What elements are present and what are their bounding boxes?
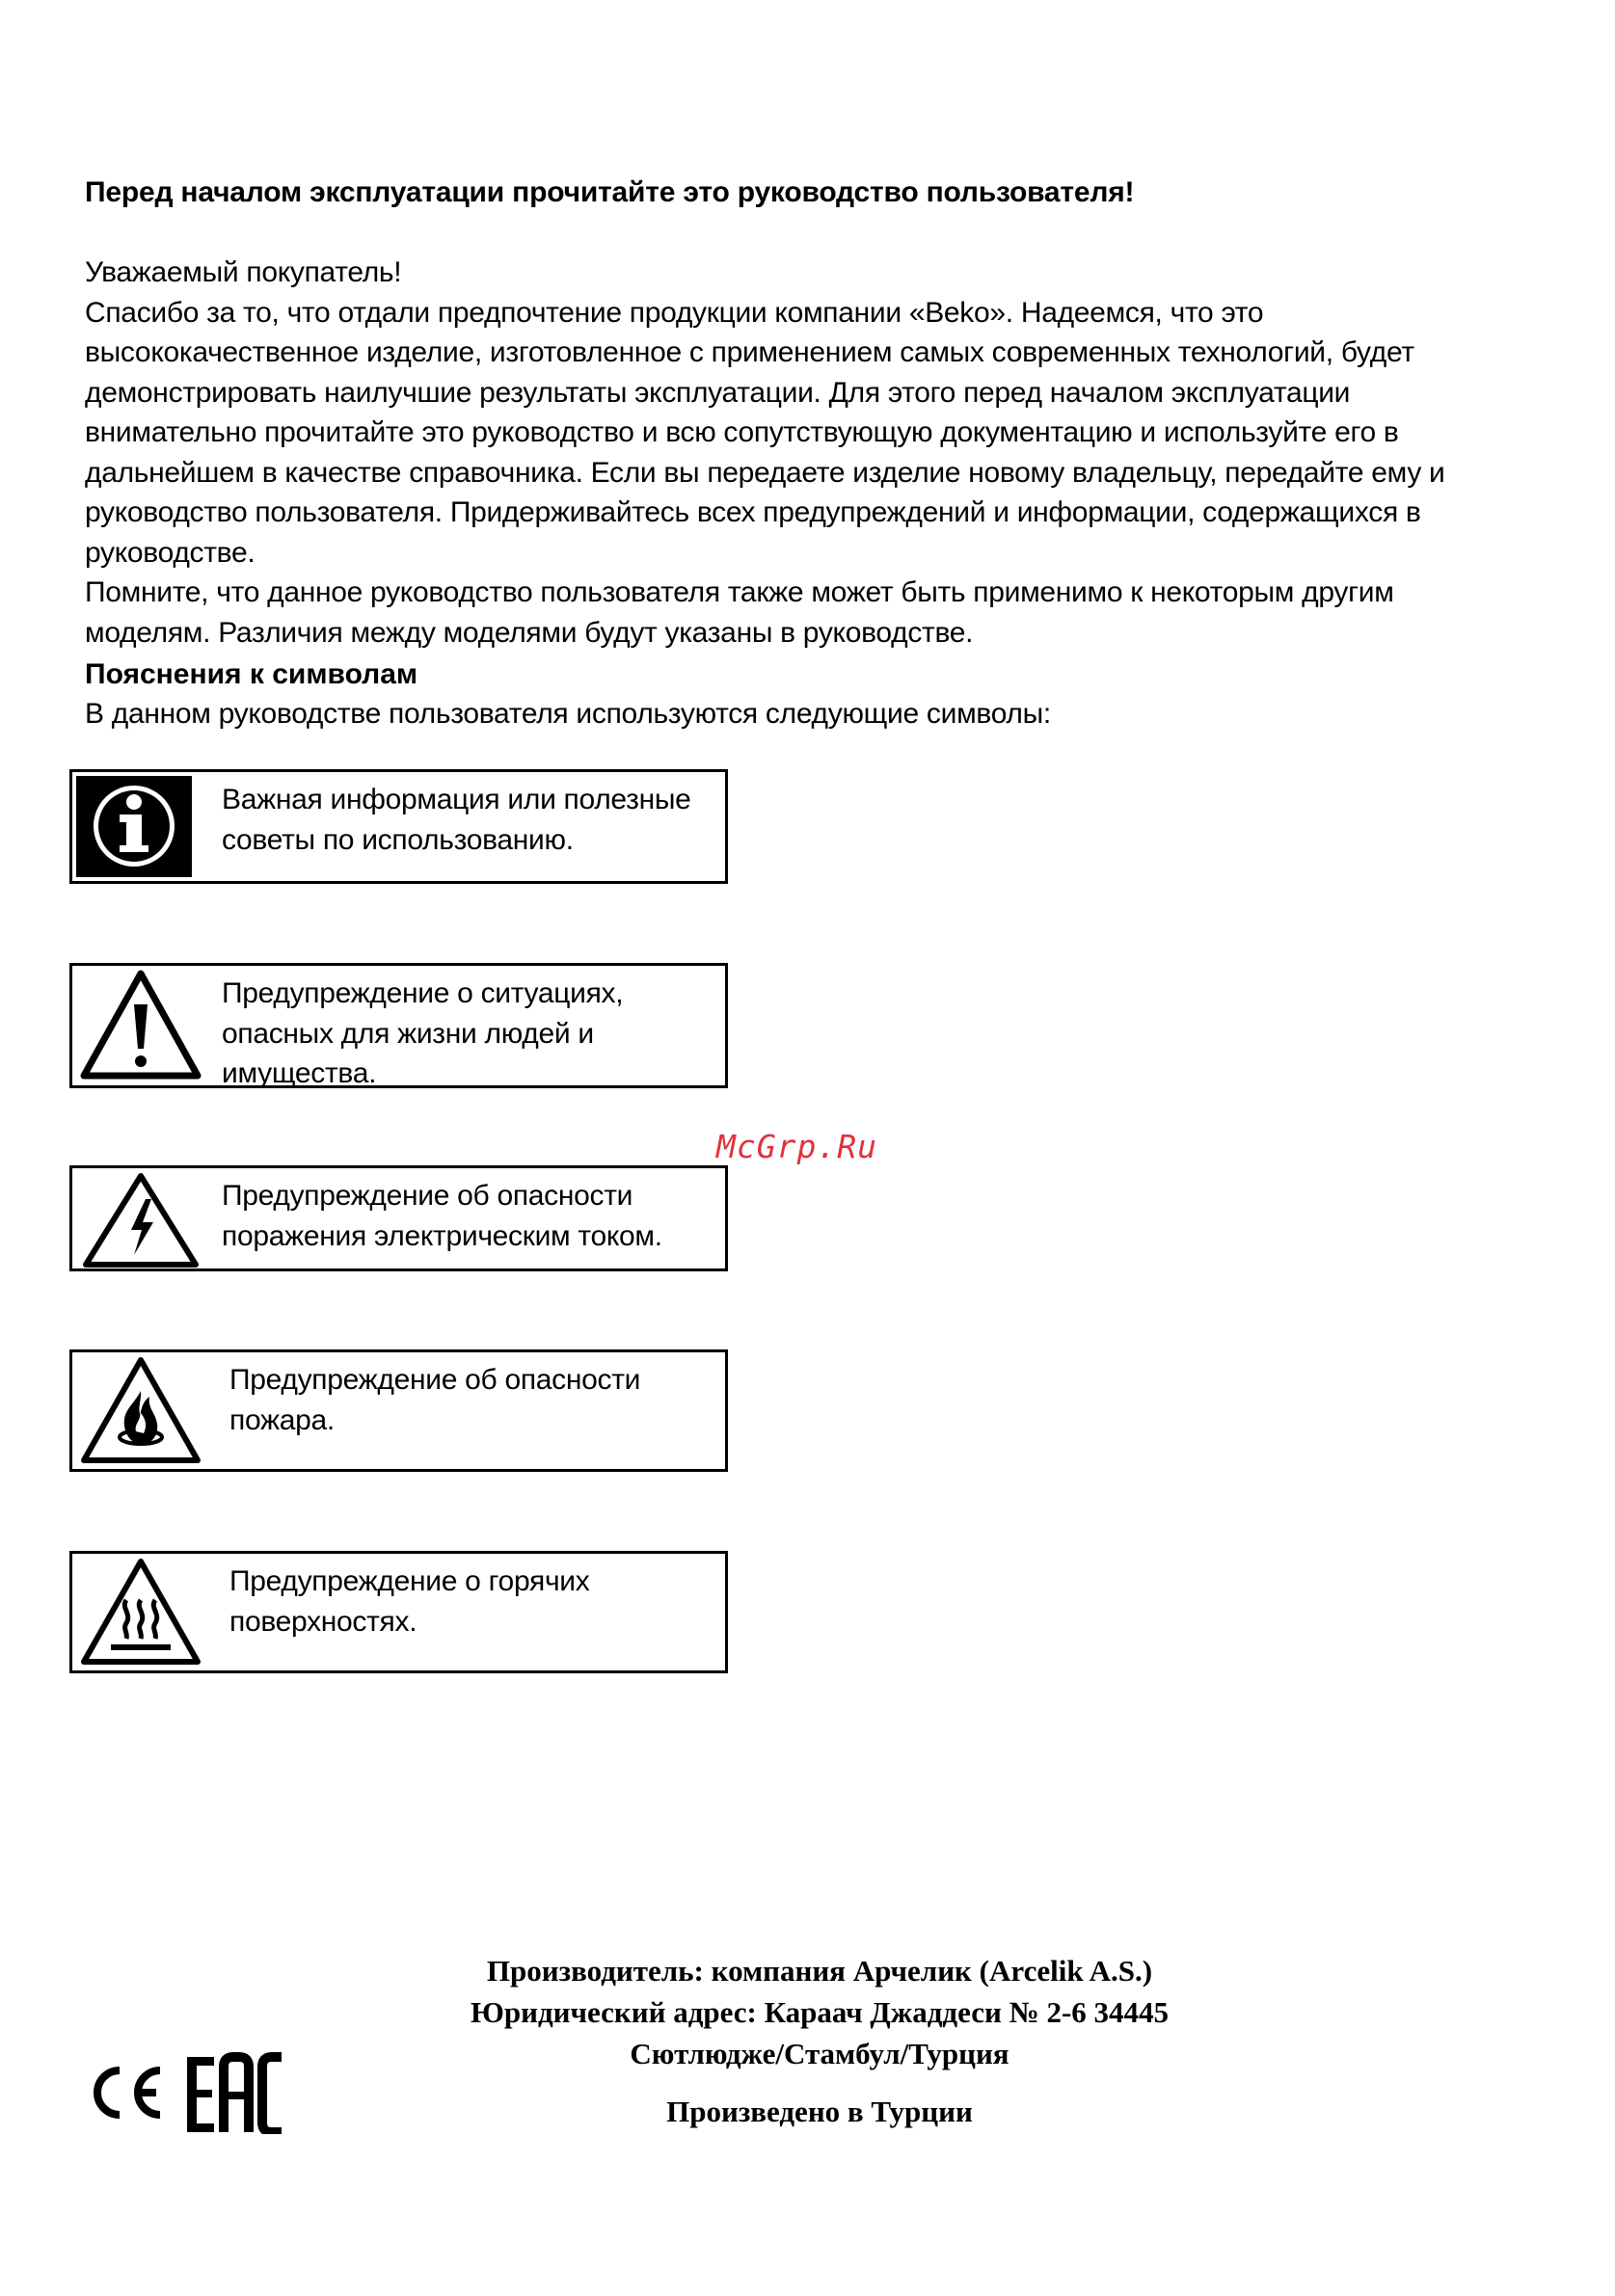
symbol-electric-text: Предупреждение об опасности поражения электрическим током. [222, 1180, 662, 1252]
warning-icon [78, 968, 203, 1088]
eac-mark [187, 2057, 282, 2132]
manufacturer-line-1: Производитель: компания Арчелик (Arcelik A.S.) [486, 1954, 1153, 1988]
symbol-hot-box [69, 1551, 728, 1673]
info-icon [76, 776, 192, 882]
page-heading: Перед началом эксплуатации прочитайте это руководство пользователя! [85, 176, 1135, 208]
intro-text [85, 253, 1512, 653]
symbol-fire-box [69, 1349, 728, 1472]
ce-mark-c [97, 2070, 120, 2115]
manufacturer-line-3: Сютлюдже/Стамбул/Турция [630, 2037, 1009, 2070]
greeting: Уважаемый покупатель! [85, 256, 402, 288]
symbol-electric-box [69, 1165, 728, 1271]
intro-paragraph-2: Помните, что данное руководство пользователя также может быть применимо к некоторым другим моделям. Различия между моделями будут указаны в руководстве. [85, 576, 1394, 649]
legend-intro: В данном руководстве пользователя используются следующие символы: [85, 698, 1051, 730]
symbol-warning-text: Предупреждение о ситуациях, опасных для жизни людей и имущества. [222, 977, 624, 1089]
symbol-fire-text: Предупреждение об опасности пожара. [229, 1364, 641, 1436]
hot-surface-icon [78, 1556, 203, 1674]
made-in-country: Произведено в Турции [666, 2095, 973, 2128]
certification-marks [83, 2051, 305, 2139]
watermark: McGrp.Ru [716, 1128, 877, 1165]
manufacturer-line-2: Юридический адрес: Караач Джаддеси № 2-6 34445 [470, 1995, 1170, 2029]
manufacturer-info [366, 1950, 1273, 2074]
symbol-info-box [69, 769, 728, 884]
intro-paragraph-1: Спасибо за то, что отдали предпочтение продукции компании «Beko». Надеемся, что это высококачественное изделие, изготовленное с применением самых современных технологий, будет демонстрировать наилучшие результаты эксплуатации. Для этого перед началом эксплуатации внимательно прочитайте это руководство и всю сопутствующую документацию и используйте его в дальнейшем в качестве справочника. Если вы передаете изделие новому владельцу, передайте ему и руководство пользователя. Придерживайтесь всех предупреждений и информации, содержащихся в руководстве. [85, 296, 1445, 569]
electric-shock-icon [78, 1170, 203, 1275]
symbol-hot-text: Предупреждение о горячих поверхностях. [229, 1565, 590, 1638]
symbol-warning-box [69, 963, 728, 1088]
legend-title: Пояснения к символам [85, 658, 418, 690]
symbol-info-text: Важная информация или полезные советы по использованию. [222, 784, 691, 856]
fire-icon [78, 1354, 203, 1473]
